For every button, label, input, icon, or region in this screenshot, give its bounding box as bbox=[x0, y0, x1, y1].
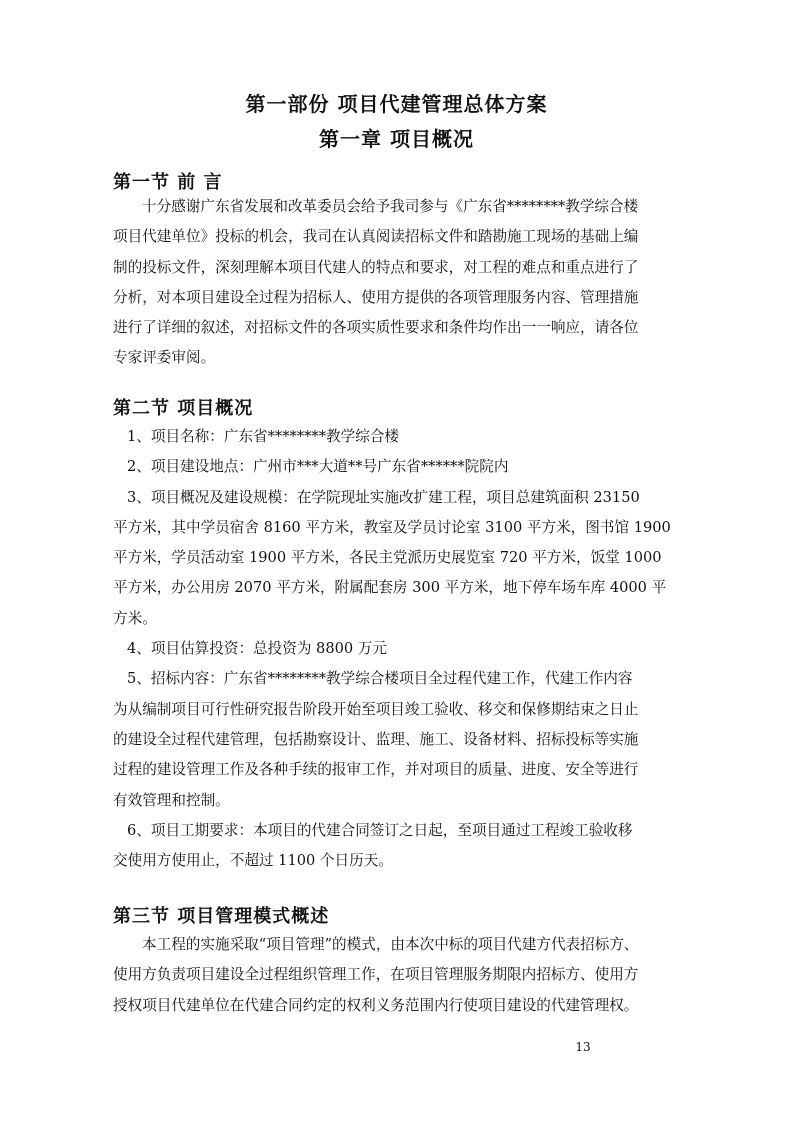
list-item-continuation: 平方米，学员活动室 1900 平方米，各民主党派历史展览室 720 平方米，饭堂 1000 bbox=[113, 549, 662, 567]
list-item-continuation: 有效管理和控制。 bbox=[113, 791, 230, 809]
list-item: 3、项目概况及建设规模：在学院现址实施改扩建工程，项目总建筑面积 23150 bbox=[127, 488, 640, 506]
list-item-continuation: 过程的建设管理工作及各种手续的报审工作，并对项目的质量、进度、安全等进行 bbox=[113, 761, 639, 779]
paragraph-line: 本工程的实施采取“项目管理”的模式，由本次中标的项目代建方代表招标方、 bbox=[142, 936, 639, 953]
list-item-continuation: 方米。 bbox=[113, 609, 157, 627]
page-number: 13 bbox=[575, 1040, 591, 1054]
paragraph-line: 专家评委审阅。 bbox=[113, 349, 216, 367]
list-item-continuation: 为从编制项目可行性研究报告阶段开始至项目竣工验收、移交和保修期结束之日止 bbox=[113, 700, 639, 718]
chapter-title: 第一章 项目概况 bbox=[319, 127, 474, 151]
preface-paragraph bbox=[113, 192, 685, 374]
paragraph-line: 分析，对本项目建设全过程为招标人、使用方提供的各项管理服务内容、管理措施 bbox=[113, 288, 639, 306]
paragraph-line: 制的投标文件，深刻理解本项目代建人的特点和要求，对工程的难点和重点进行了 bbox=[113, 258, 639, 276]
list-item: 5、招标内容：广东省********教学综合楼项目全过程代建工作，代建工作内容 bbox=[127, 670, 633, 688]
section-heading-overview: 第二节 项目概况 bbox=[113, 398, 254, 419]
paragraph-line: 项目代建单位》投标的机会，我司在认真阅读招标文件和踏勘施工现场的基础上编 bbox=[113, 228, 639, 246]
paragraph-line: 十分感谢广东省发展和改革委员会给予我司参与《广东省********教学综合楼 bbox=[142, 198, 639, 215]
section-heading-management-mode: 第三节 项目管理模式概述 bbox=[113, 906, 330, 927]
section-heading-preface: 第一节 前 言 bbox=[113, 172, 223, 193]
list-item-continuation: 平方米，办公用房 2070 平方米，附属配套房 300 平方米，地下停车场车库 4000 平 bbox=[113, 579, 667, 597]
overview-list bbox=[113, 422, 685, 876]
list-item-continuation: 的建设全过程代建管理，包括勘察设计、监理、施工、设备材料、招标投标等实施 bbox=[113, 730, 639, 748]
paragraph-line: 授权项目代建单位在代建合同约定的权利义务范围内行使项目建设的代建管理权。 bbox=[113, 996, 639, 1014]
list-item: 1、项目名称：广东省********教学综合楼 bbox=[127, 428, 399, 445]
list-item: 6、项目工期要求：本项目的代建合同签订之日起，至项目通过工程竣工验收移 bbox=[127, 821, 633, 839]
list-item-continuation: 平方米，其中学员宿舍 8160 平方米，教室及学员讨论室 3100 平方米，图书馆 1900 bbox=[113, 518, 671, 536]
list-item: 2、项目建设地点：广州市***大道**号广东省******院院内 bbox=[127, 458, 509, 476]
paragraph-line: 进行了详细的叙述，对招标文件的各项实质性要求和条件均作出一一响应，请各位 bbox=[113, 319, 639, 337]
list-item-continuation: 交使用方使用止，不超过 1100 个日历天。 bbox=[113, 852, 393, 870]
list-item: 4、项目估算投资：总投资为 8800 万元 bbox=[127, 640, 388, 658]
management-mode-paragraph bbox=[113, 930, 685, 1021]
paragraph-line: 使用方负责项目建设全过程组织管理工作，在项目管理服务期限内招标方、使用方 bbox=[113, 966, 639, 984]
part-title: 第一部份 项目代建管理总体方案 bbox=[245, 92, 548, 116]
